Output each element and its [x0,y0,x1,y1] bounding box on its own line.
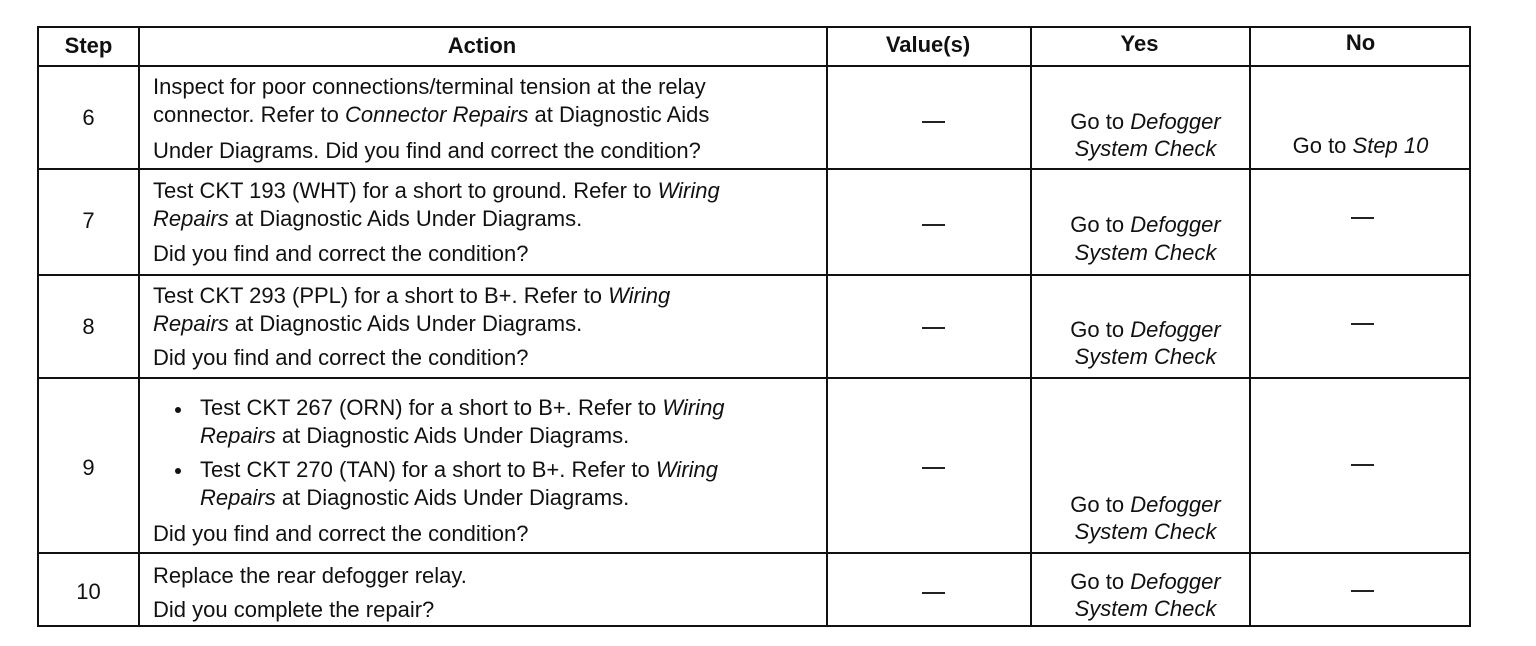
no-dash [1351,464,1374,466]
action-line: Did you find and correct the condition? [153,345,529,370]
step-number: 8 [82,314,95,339]
row-divider [39,552,1469,554]
step-number: 6 [82,105,95,130]
column-divider [138,28,140,625]
action-line: Repairs at Diagnostic Aids Under Diagrams. [153,206,583,231]
action-line: connector. Refer to Connector Repairs at Diagnostic Aids [153,102,710,127]
value-dash [922,121,945,123]
action-line: Test CKT 293 (PPL) for a short to B+. Refer to Wiring [153,283,671,308]
value-dash [922,467,945,469]
header-values: Value(s) [885,32,971,57]
yes-action: Go to Defogger [1070,317,1221,342]
action-line: Under Diagrams. Did you find and correct the condition? [153,138,701,163]
value-dash [922,592,945,594]
action-line: Did you find and correct the condition? [153,241,529,266]
no-dash [1351,323,1374,325]
yes-action: System Check [1074,519,1217,544]
action-line: Test CKT 193 (WHT) for a short to ground. Refer to Wiring [153,178,720,203]
action-line: Repairs at Diagnostic Aids Under Diagrams. [200,423,630,448]
header-step: Step [64,33,113,58]
step-number: 10 [76,579,101,604]
yes-action: Go to Defogger [1070,109,1221,134]
yes-action: System Check [1074,136,1217,161]
action-line: Did you find and correct the condition? [153,521,529,546]
yes-action: System Check [1074,344,1217,369]
no-dash [1351,217,1374,219]
header-no: No [1345,30,1376,55]
row-divider [39,274,1469,276]
no-dash [1351,590,1374,592]
value-dash [922,224,945,226]
yes-action: System Check [1074,596,1217,621]
row-divider [39,377,1469,379]
action-line: Inspect for poor connections/terminal tension at the relay [153,74,706,99]
yes-action: Go to Defogger [1070,212,1221,237]
bullet-icon [175,407,181,413]
action-line: Repairs at Diagnostic Aids Under Diagrams. [153,311,583,336]
value-dash [922,327,945,329]
yes-action: Go to Defogger [1070,569,1221,594]
row-divider [39,65,1469,67]
action-line: Test CKT 267 (ORN) for a short to B+. Refer to Wiring [200,395,725,420]
action-line: Did you complete the repair? [153,597,435,622]
yes-action: Go to Defogger [1070,492,1221,517]
header-action: Action [447,33,517,58]
column-divider [826,28,828,625]
action-line: Replace the rear defogger relay. [153,563,467,588]
bullet-icon [175,468,181,474]
row-divider [39,168,1469,170]
action-line: Test CKT 270 (TAN) for a short to B+. Refer to Wiring [200,457,719,482]
step-number: 7 [82,208,95,233]
header-yes: Yes [1120,31,1159,56]
yes-action: System Check [1074,240,1217,265]
action-line: Repairs at Diagnostic Aids Under Diagrams. [200,485,630,510]
no-action: Go to Step 10 [1292,133,1429,158]
step-number: 9 [82,455,95,480]
